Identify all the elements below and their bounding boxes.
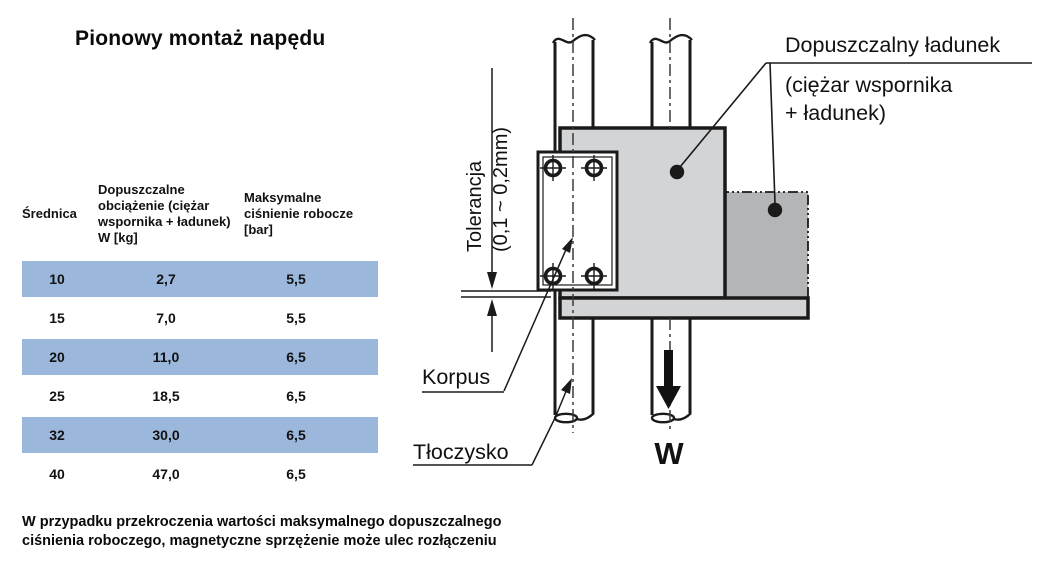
label-load-sub2: + ładunek) — [785, 101, 887, 125]
cell-pressure: 6,5 — [286, 388, 306, 404]
load-block — [725, 192, 808, 297]
column-header-diameter: Średnica — [22, 206, 77, 221]
label-tolerance-line2: (0,1 ~ 0,2mm) — [490, 126, 512, 252]
table-row — [22, 456, 378, 492]
label-load-sub1: (ciężar wspornika — [785, 73, 953, 97]
table-row — [22, 378, 378, 414]
warning-note-line2: ciśnienia roboczego, magnetyczne sprzężenie może ulec rozłączeniu — [22, 532, 497, 549]
bracket-flange — [560, 298, 808, 318]
cell-pressure: 6,5 — [286, 466, 306, 482]
cell-load: 18,5 — [152, 388, 180, 404]
warning-note-line1: W przypadku przekroczenia wartości maksymalnego dopuszczalnego — [22, 514, 502, 530]
cell-diameter: 10 — [49, 271, 65, 287]
table-header-row — [22, 170, 378, 258]
load-pressure-table — [22, 170, 378, 492]
cell-diameter: 25 — [49, 388, 65, 404]
mounting-diagram — [400, 0, 1041, 577]
cell-pressure: 5,5 — [286, 310, 306, 326]
cell-diameter: 32 — [49, 427, 65, 443]
table-row — [22, 417, 378, 453]
cell-load: 7,0 — [156, 310, 176, 326]
cell-pressure: 6,5 — [286, 427, 306, 443]
table-body — [22, 261, 378, 492]
cell-pressure: 6,5 — [286, 349, 306, 365]
cell-pressure: 5,5 — [286, 271, 306, 287]
label-korpus: Korpus — [422, 365, 491, 389]
label-tloczysko: Tłoczysko — [413, 440, 509, 464]
cell-load: 47,0 — [152, 466, 180, 482]
label-load-title: Dopuszczalny ładunek — [785, 33, 1001, 57]
cell-load: 30,0 — [152, 427, 180, 443]
label-tolerance-line1: Tolerancja — [464, 160, 486, 252]
page-title: Pionowy montaż napędu — [75, 27, 326, 50]
cell-diameter: 40 — [49, 466, 65, 482]
table-row — [22, 300, 378, 336]
label-weight-symbol: W — [654, 436, 684, 471]
cell-diameter: 15 — [49, 310, 65, 326]
cell-load: 2,7 — [156, 271, 176, 287]
column-header-pressure: Maksymalne ciśnienie robocze [bar] — [244, 190, 354, 237]
table-row — [22, 339, 378, 375]
table-row — [22, 261, 378, 297]
cell-load: 11,0 — [152, 349, 180, 365]
column-header-load: Dopuszczalne obciążenie (ciężar wspornika + ładunek) W [kg] — [98, 182, 231, 245]
cell-diameter: 20 — [49, 349, 65, 365]
